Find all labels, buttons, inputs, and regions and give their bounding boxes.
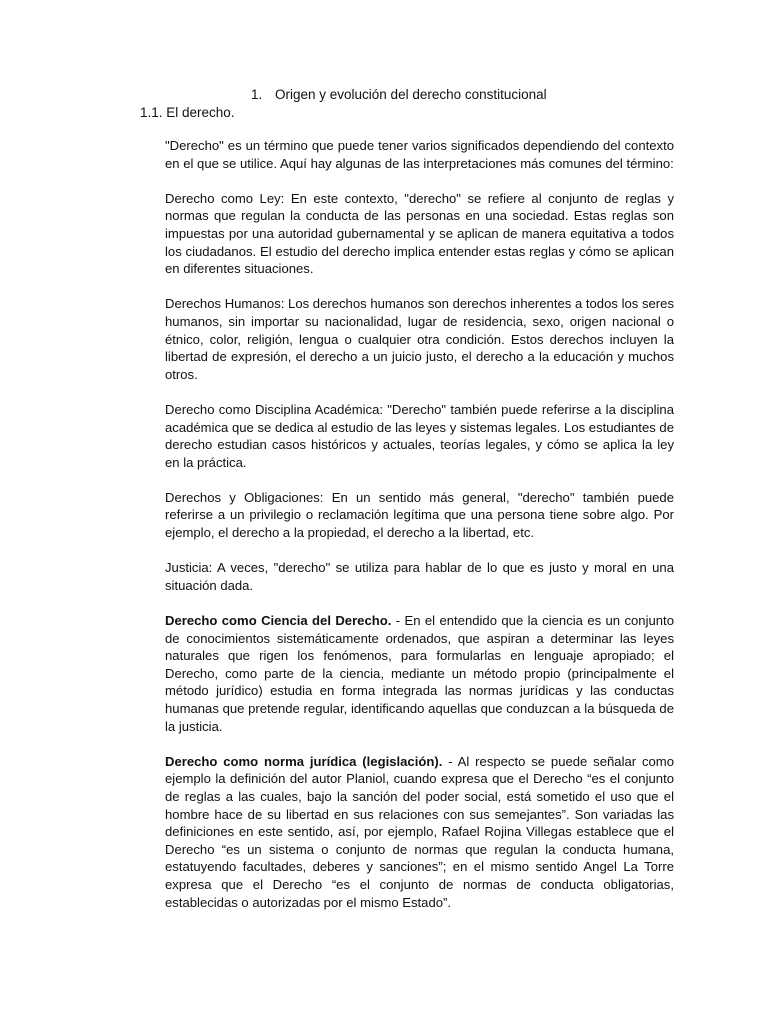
paragraph-justicia xyxy=(165,559,674,594)
paragraph-text: Derechos Humanos: Los derechos humanos son derechos inherentes a todos los seres humanos, sin importar su nacionalidad, lugar de residencia, sexo, origen nacional o étnico, color, religión, lengua o cualquier otra condición. Estos derechos incluyen la libertad de expresión, el derecho a un juicio justo, el derecho a la educación y muchos otros. xyxy=(165,296,674,382)
paragraph-disciplina-academica xyxy=(165,401,674,471)
paragraph-lead: Derecho como Ciencia del Derecho. xyxy=(165,613,392,629)
paragraph-derechos-humanos xyxy=(165,295,674,383)
paragraph-text: Derechos y Obligaciones: En un sentido más general, "derecho" también puede referirse a un privilegio o reclamación legítima que una persona tiene sobre algo. Por ejemplo, el derecho a la propiedad, el derecho a la libertad, etc. xyxy=(165,489,674,541)
paragraph-derecho-como-ley xyxy=(165,190,674,278)
paragraph-derechos-obligaciones xyxy=(165,489,674,542)
section-title: Origen y evolución del derecho constitucional xyxy=(275,87,547,102)
paragraph-text: - Al respecto se puede señalar como ejemplo la definición del autor Planiol, cuando expresa que el Derecho “es el conjunto de reglas a las cuales, bajo la sanción del poder social, está sometido el uso que el hombre hace de su libertad en sus relaciones con sus semejantes”. Son variadas las definiciones en este sentido, así, por ejemplo, Rafael Rojina Villegas establece que el Derecho “es un sistema o conjunto de normas que regulan la conducta humana, estatuyendo facultades, deberes y sanciones”; en el mismo sentido Angel La Torre expresa que el Derecho “es el conjunto de normas de conducta obligatorias, establecidas o autorizadas por el mismo Estado”. xyxy=(165,753,674,910)
section-number: 1. xyxy=(251,87,263,102)
paragraph-text: Justicia: A veces, "derecho" se utiliza para hablar de lo que es justo y moral en una situación dada. xyxy=(165,560,674,593)
paragraph-text: "Derecho" es un término que puede tener varios significados dependiendo del contexto en el que se utilice. Aquí hay algunas de las interpretaciones más comunes del término: xyxy=(165,138,674,171)
paragraph-text: - En el entendido que la ciencia es un conjunto de conocimientos sistemáticamente ordenados, que aspiran a determinar las leyes naturales que rigen los fenómenos, para formularlas en lenguaje apropiado; el Derecho, como parte de la ciencia, mediante un método propio (principalmente el método jurídico) estudia en forma integrada las normas jurídicas y las conductas humanas que pretende regular, identificando aquellas que conduzcan a la búsqueda de la justicia. xyxy=(165,613,674,734)
section-heading xyxy=(251,86,547,104)
paragraph-intro xyxy=(165,137,674,172)
paragraph-text: Derecho como Disciplina Académica: "Derecho" también puede referirse a la disciplina académica que se dedica al estudio de las leyes y sistemas legales. Los estudiantes de derecho estudian casos históricos y actuales, teorías legales, y cómo se aplica la ley en la práctica. xyxy=(165,401,674,470)
paragraph-text: Derecho como Ley: En este contexto, "derecho" se refiere al conjunto de reglas y normas que regulan la conducta de las personas en una sociedad. Estas reglas son impuestas por una autoridad gubernamental y se aplican de manera equitativa a todos los ciudadanos. El estudio del derecho implica entender estas reglas y cómo se aplican en diferentes situaciones. xyxy=(165,190,674,277)
paragraph-ciencia-del-derecho xyxy=(165,612,674,735)
document-body xyxy=(165,137,674,929)
subsection-heading: 1.1. El derecho. xyxy=(140,105,235,120)
paragraph-lead: Derecho como norma jurídica (legislación). xyxy=(165,753,443,769)
paragraph-norma-juridica xyxy=(165,753,674,911)
